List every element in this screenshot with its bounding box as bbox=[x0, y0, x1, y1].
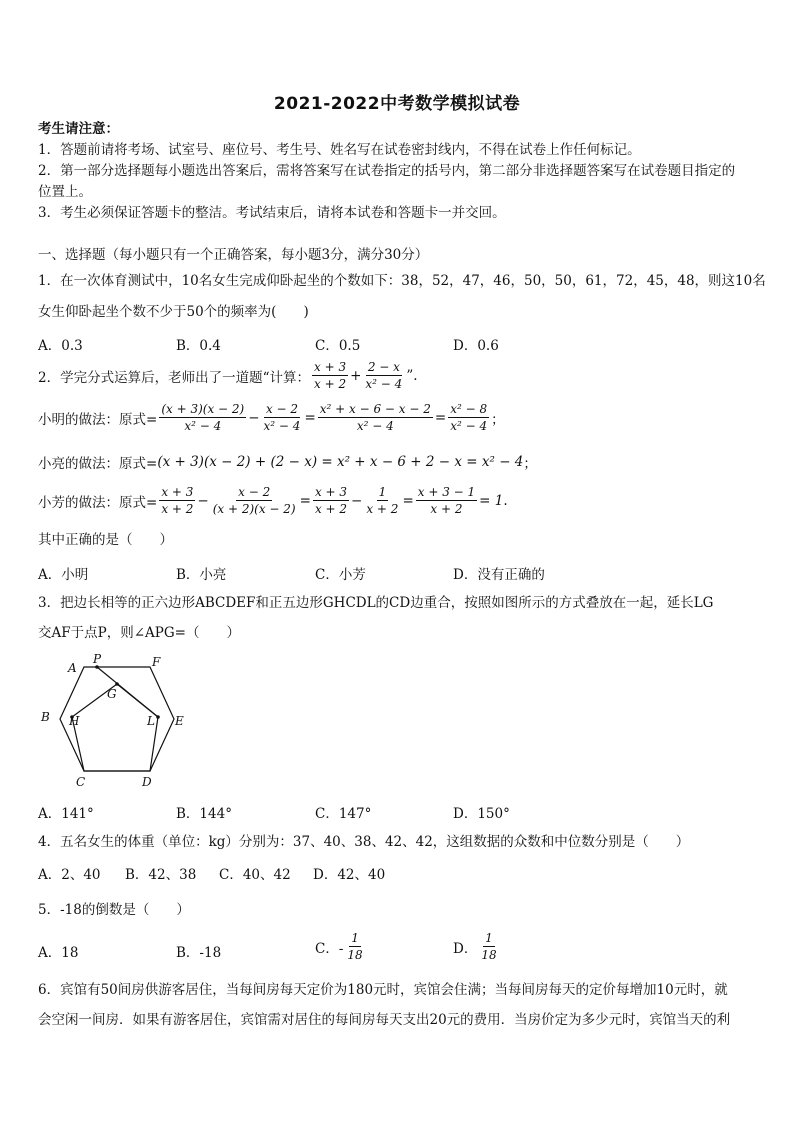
q2-question: 其中正确的是（ ） bbox=[38, 532, 173, 548]
q2-option-b: B．小亮 bbox=[176, 567, 227, 583]
fang-eq-2: = bbox=[402, 492, 414, 509]
ming-fraction-3: $\frac{\text{x² + x − 6 − x − 2}}{\text{x² − 4}}$ bbox=[319, 402, 431, 433]
q4-option-b: B．42、38 bbox=[125, 867, 197, 883]
q2-option-d: D．没有正确的 bbox=[453, 567, 545, 583]
q3-line2: 交AF于点P，则∠APG=（ ） bbox=[38, 625, 240, 641]
q1-option-d: D．0.6 bbox=[453, 338, 499, 354]
q5-option-c-label: C．- bbox=[315, 940, 344, 957]
label-b: B bbox=[41, 710, 50, 724]
q3-option-b: B．144° bbox=[176, 806, 232, 822]
q5-line1: 5．-18的倒数是（ ） bbox=[38, 902, 190, 918]
label-d: D bbox=[142, 775, 152, 789]
fang-fraction-1: $\frac{x + 3}{x + 2}$ bbox=[161, 485, 194, 516]
fang-result: = 1 bbox=[479, 492, 504, 509]
q3-option-c: C．147° bbox=[315, 806, 372, 822]
q3-option-d: D．150° bbox=[453, 806, 510, 822]
section-heading: 一、选择题（每小题只有一个正确答案，每小题3分，满分30分） bbox=[38, 247, 429, 263]
fang-minus-2: − bbox=[351, 492, 363, 509]
q1-option-b: B．0.4 bbox=[176, 338, 221, 354]
q2-stem-text: 2．学完分式运算后，老师出了一道题“计算： bbox=[38, 369, 310, 386]
ming-fraction-2: $\frac{x - 2}{\text{x² − 4}}$ bbox=[263, 402, 301, 433]
q1-line1: 1．在一次体育测试中，10名女生完成仰卧起坐的个数如下：38，52，47，46，50，50，61，72，45，48，则这10名 bbox=[38, 273, 766, 289]
q5-option-d-fraction: $\frac{1}{18}$ bbox=[481, 931, 497, 962]
label-g: G bbox=[107, 687, 117, 701]
fang-eq-1: = bbox=[299, 492, 311, 509]
liang-end: ； bbox=[523, 456, 537, 472]
q2-stem-end: ”. bbox=[406, 367, 418, 384]
notice-item-2: 2．第一部分选择题每小题选出答案后，需将答案写在试卷指定的括号内，第二部分非选择题答案写在试卷题目指定的 bbox=[38, 163, 736, 179]
q2-option-a: A．小明 bbox=[38, 567, 89, 583]
q1-line2: 女生仰卧起坐个数不少于50个的频率为( ) bbox=[38, 304, 309, 320]
q6-line1: 6．宾馆有50间房供游客居住，当每间房每天定价为180元时，宾馆会住满；当每间房每天的定价每增加10元时，就 bbox=[38, 982, 728, 998]
q3-figure bbox=[30, 648, 200, 793]
fang-minus-1: − bbox=[197, 492, 209, 509]
label-h: H bbox=[69, 714, 80, 728]
xiaoliang-expression: (x + 3)(x − 2) + (2 − x) = x² + x − 6 + 2 − x = x² − 4 bbox=[157, 454, 524, 470]
label-l: L bbox=[147, 714, 155, 728]
q5-option-d-label: D． bbox=[453, 940, 478, 957]
fang-fraction-3: $\frac{x + 3}{x + 2}$ bbox=[314, 485, 348, 516]
q2-option-c: C．小芳 bbox=[315, 567, 366, 583]
notice-item-2-cont: 位置上。 bbox=[38, 184, 92, 200]
fang-fraction-5: $\frac{x + 3 - 1}{x + 2}$ bbox=[417, 485, 476, 516]
q4-option-a: A．2、40 bbox=[38, 867, 101, 883]
ming-minus: − bbox=[248, 409, 260, 426]
fang-fraction-2: $\frac{x - 2}{(x + 2)(x - 2)}$ bbox=[212, 485, 296, 516]
label-f: F bbox=[152, 655, 161, 669]
xiaoming-label: 小明的做法：原式= bbox=[38, 411, 158, 428]
q3-line1: 3．把边长相等的正六边形ABCDEF和正五边形GHCDL的CD边重合，按照如图所示的方式叠放在一起，延长LG bbox=[38, 595, 714, 611]
xiaofang-label: 小芳的做法：原式= bbox=[38, 494, 158, 511]
q5-option-c-fraction: $\frac{1}{18}$ bbox=[347, 931, 363, 962]
point-l bbox=[156, 715, 160, 719]
q1-option-c: C．0.5 bbox=[315, 338, 361, 354]
notice-item-3: 3．考生必须保证答题卡的整洁。考试结束后，请将本试卷和答题卡一并交回。 bbox=[38, 205, 506, 221]
q5-option-d bbox=[453, 931, 501, 962]
q4-option-c: C．40、42 bbox=[219, 867, 291, 883]
ming-eq-2: = bbox=[434, 409, 447, 426]
q4-option-d: D．42、40 bbox=[313, 867, 386, 883]
ming-eq-1: = bbox=[304, 409, 316, 426]
fang-fraction-4: $\frac{1}{x + 2}$ bbox=[366, 485, 399, 516]
label-a: A bbox=[68, 661, 77, 675]
ming-end: ； bbox=[491, 411, 505, 428]
ming-fraction-1: $\frac{(x + 3)(x - 2)}{\text{x² − 4}}$ bbox=[161, 402, 245, 433]
q5-option-b: B．-18 bbox=[176, 945, 222, 961]
q2-plus: + bbox=[350, 367, 362, 384]
notice-heading: 考生请注意： bbox=[38, 121, 119, 137]
xiaoliang-label: 小亮的做法：原式= bbox=[38, 456, 158, 472]
q2-fraction-2: $\frac{2 - x}{\text{x² − 4}}$ bbox=[365, 360, 403, 391]
q2-xiaofang-method bbox=[38, 485, 508, 516]
notice-item-1: 1．答题前请将考场、试室号、座位号、考生号、姓名写在试卷密封线内，不得在试卷上作任何标记。 bbox=[38, 142, 641, 158]
q2-xiaoliang-method bbox=[38, 452, 537, 472]
q1-option-a: A．0.3 bbox=[38, 338, 83, 354]
label-c: C bbox=[76, 775, 86, 789]
ming-fraction-4: $\frac{\text{x² − 8}}{\text{x² − 4}}$ bbox=[450, 402, 488, 433]
point-g bbox=[115, 682, 119, 686]
q3-option-a: A．141° bbox=[38, 806, 94, 822]
label-p: P bbox=[93, 652, 102, 666]
q2-xiaoming-method bbox=[38, 402, 505, 433]
label-e: E bbox=[175, 714, 184, 728]
exam-title: 2021-2022中考数学模拟试卷 bbox=[273, 94, 521, 114]
q5-option-a: A．18 bbox=[38, 945, 79, 961]
q4-line1: 4．五名女生的体重（单位：kg）分别为：37、40、38、42、42，这组数据的众数和中位数分别是（ ） bbox=[38, 834, 690, 850]
q5-option-c bbox=[315, 931, 367, 962]
q2-stem bbox=[38, 360, 418, 391]
fang-end: . bbox=[503, 492, 508, 509]
q2-fraction-1: $\frac{x + 3}{x + 2}$ bbox=[314, 360, 347, 391]
q6-line2: 会空闲一间房．如果有游客居住，宾馆需对居住的每间房每天支出20元的费用．当房价定为多少元时，宾馆当天的利 bbox=[38, 1012, 731, 1028]
